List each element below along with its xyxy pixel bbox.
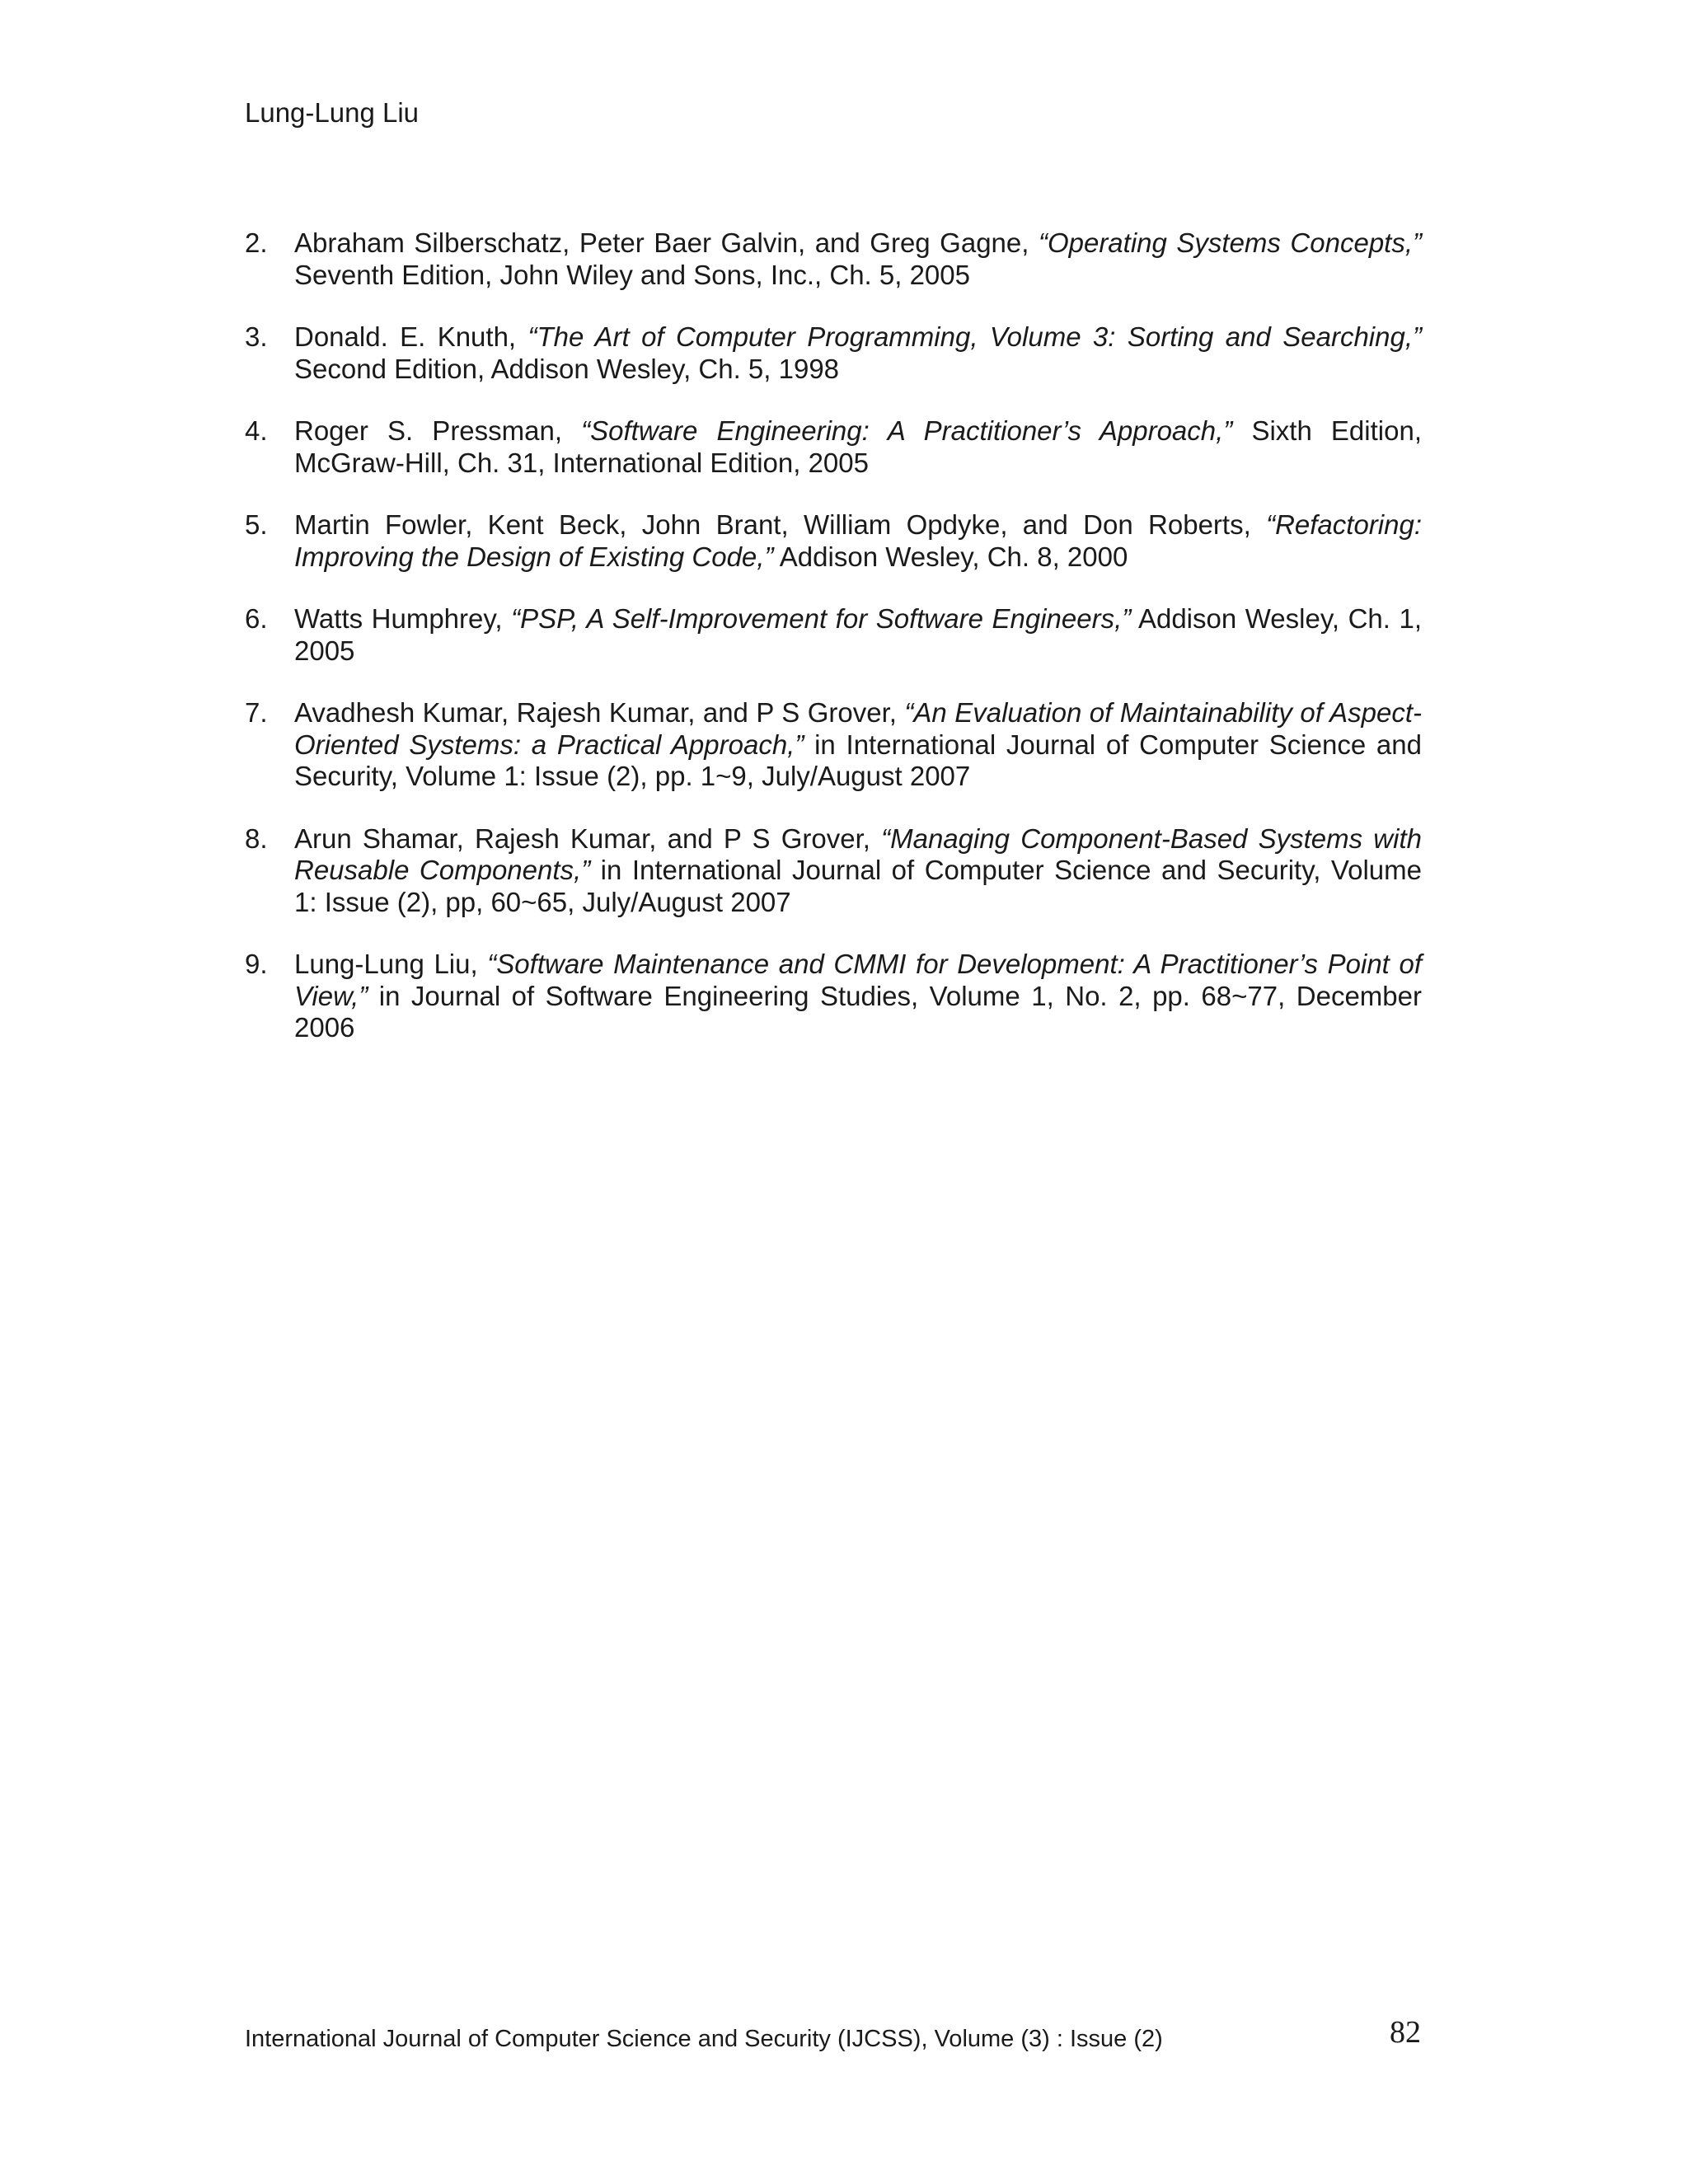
reference-item — [245, 697, 1422, 793]
reference-authors: Lung-Lung Liu, — [294, 949, 488, 979]
reference-title: “The Art of Computer Programming, Volume 3: Sorting and Searching,” — [528, 321, 1422, 352]
reference-details: Sixth Edition, McGraw-Hill, Ch. 31, International Edition, 2005 — [294, 415, 1422, 478]
reference-details: in International Journal of Computer Science and Security, Volume 1: Issue (2), pp, 60~65, July/August 2007 — [294, 855, 1422, 917]
reference-item — [245, 415, 1422, 479]
reference-number: 6. — [245, 603, 268, 634]
page-number: 82 — [1390, 2015, 1421, 2050]
reference-details: Addison Wesley, Ch. 8, 2000 — [773, 541, 1128, 572]
reference-authors: Martin Fowler, Kent Beck, John Brant, William Opdyke, and Don Roberts, — [294, 509, 1267, 540]
reference-item — [245, 823, 1422, 919]
reference-item — [245, 321, 1422, 385]
reference-authors: Donald. E. Knuth, — [294, 321, 528, 352]
reference-title: “An Evaluation of Maintainability of Aspect-Oriented Systems: a Practical Approach,” — [294, 697, 1422, 760]
reference-authors: Abraham Silberschatz, Peter Baer Galvin, and Greg Gagne, — [294, 227, 1039, 258]
reference-details: in Journal of Software Engineering Studies, Volume 1, No. 2, pp. 68~77, December 2006 — [294, 980, 1422, 1043]
reference-title: “Software Engineering: A Practitioner’s Approach,” — [581, 415, 1233, 446]
reference-number: 5. — [245, 509, 268, 540]
reference-authors: Arun Shamar, Rajesh Kumar, and P S Grover, — [294, 823, 882, 854]
reference-list — [245, 227, 1422, 1075]
reference-details: Addison Wesley, Ch. 1, 2005 — [294, 603, 1423, 666]
reference-item — [245, 227, 1422, 291]
reference-title: “PSP, A Self-Improvement for Software Engineers,” — [511, 603, 1132, 634]
reference-title: “Managing Component-Based Systems with Reusable Components,” — [294, 823, 1422, 885]
reference-title: “Software Maintenance and CMMI for Development: A Practitioner’s Point of View,” — [294, 949, 1423, 1011]
reference-title: “Operating Systems Concepts,” — [1038, 227, 1422, 258]
reference-number: 2. — [245, 227, 268, 258]
reference-authors: Watts Humphrey, — [294, 603, 512, 634]
footer-journal-info: International Journal of Computer Science and Security (IJCSS), Volume (3) : Issue (2) — [245, 2026, 1163, 2052]
running-head-author: Lung-Lung Liu — [245, 97, 420, 128]
reference-number: 8. — [245, 823, 268, 854]
reference-number: 7. — [245, 697, 268, 728]
reference-authors: Avadhesh Kumar, Rajesh Kumar, and P S Grover, — [294, 697, 905, 728]
reference-item — [245, 949, 1422, 1044]
reference-number: 3. — [245, 321, 268, 352]
reference-title: “Refactoring: Improving the Design of Existing Code,” — [294, 509, 1422, 572]
reference-number: 9. — [245, 949, 268, 979]
reference-item — [245, 509, 1422, 573]
reference-details: in International Journal of Computer Science and Security, Volume 1: Issue (2), pp. 1~9, July/August 2007 — [294, 729, 1422, 791]
reference-number: 4. — [245, 415, 268, 446]
reference-details: Seventh Edition, John Wiley and Sons, Inc., Ch. 5, 2005 — [294, 259, 970, 290]
reference-item — [245, 603, 1422, 667]
reference-details: Second Edition, Addison Wesley, Ch. 5, 1998 — [294, 353, 840, 384]
reference-authors: Roger S. Pressman, — [294, 415, 582, 446]
